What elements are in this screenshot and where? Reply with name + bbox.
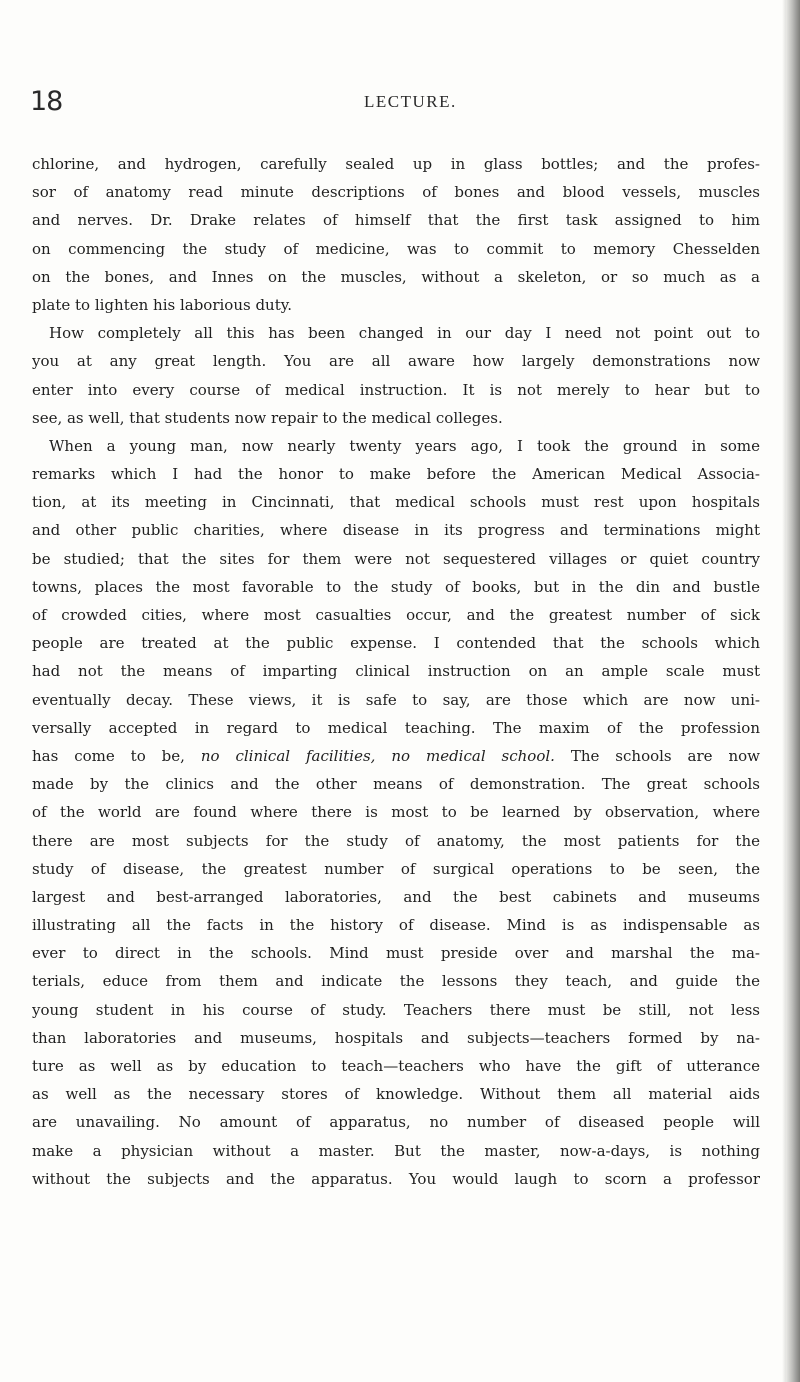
page-header	[30, 86, 760, 126]
text-line: as well as the necessary stores of knowledge. Without them all material aids	[32, 1085, 760, 1104]
text-line: there are most subjects for the study of anatomy, the most patients for the	[32, 831, 760, 850]
text-line: without the subjects and the apparatus. You would laugh to scorn a professor	[32, 1169, 760, 1188]
page-binding-edge	[786, 0, 800, 1382]
text-line: towns, places the most favorable to the study of books, but in the din and bustle	[32, 577, 760, 596]
text-line: ever to direct in the schools. Mind must preside over and marshal the ma-	[32, 944, 760, 963]
text-line: people are treated at the public expense. I contended that the schools which	[32, 634, 760, 653]
text-line: are unavailing. No amount of apparatus, no number of diseased people will	[32, 1113, 760, 1132]
text-line: on commencing the study of medicine, was to commit to memory Chesselden	[32, 239, 760, 258]
text-line: versally accepted in regard to medical teaching. The maxim of the profession	[32, 718, 760, 737]
text-line: sor of anatomy read minute descriptions of bones and blood vessels, muscles	[32, 183, 760, 202]
text-line: and other public charities, where disease in its progress and terminations might	[32, 521, 760, 540]
text-line: had not the means of imparting clinical instruction on an ample scale must	[32, 662, 760, 681]
text-line: ture as well as by education to teach—teachers who have the gift of utterance	[32, 1057, 760, 1075]
text-line: make a physician without a master. But the master, now-a-days, is nothing	[32, 1141, 760, 1160]
text-line: chlorine, and hydrogen, carefully sealed up in glass bottles; and the profes-	[32, 155, 760, 173]
maxim-italic: no clinical facilities, no medical school.	[200, 746, 555, 765]
text-line: you at any great length. You are all aware how largely demonstrations now	[32, 352, 760, 371]
maxim-after: The schools are now	[554, 746, 760, 765]
text-line: enter into every course of medical instruction. It is not merely to hear but to	[32, 380, 760, 399]
text-line: made by the clinics and the other means of demonstration. The great schools	[32, 775, 760, 794]
text-line: on the bones, and Innes on the muscles, without a skeleton, or so much as a	[32, 267, 760, 286]
text-line: tion, at its meeting in Cincinnati, that medical schools must rest upon hospitals	[32, 493, 760, 512]
text-line: and nerves. Dr. Drake relates of himself that the first task assigned to him	[32, 211, 760, 230]
body-text	[32, 150, 760, 1193]
text-line: see, as well, that students now repair to the medical colleges.	[32, 408, 503, 427]
text-line: How completely all this has been changed in our day I need not point out to	[49, 324, 760, 343]
text-line: remarks which I had the honor to make before the American Medical Associa-	[32, 465, 760, 484]
text-line: plate to lighten his laborious duty.	[32, 295, 292, 314]
text-line: young student in his course of study. Teachers there must be still, not less	[32, 1000, 760, 1019]
running-head: LECTURE.	[364, 92, 457, 111]
text-line: eventually decay. These views, it is safe to say, are those which are now uni-	[32, 690, 760, 709]
text-line: When a young man, now nearly twenty years ago, I took the ground in some	[49, 436, 760, 455]
text-line: than laboratories and museums, hospitals and subjects—teachers formed by na-	[32, 1028, 760, 1047]
maxim-line	[32, 742, 760, 770]
text-line: of crowded cities, where most casualties occur, and the greatest number of sick	[32, 606, 760, 624]
text-line: be studied; that the sites for them were not sequestered villages or quiet country	[32, 549, 760, 568]
text-line: largest and best-arranged laboratories, and the best cabinets and museums	[32, 887, 760, 906]
maxim-before: has come to be,	[32, 746, 201, 765]
page-number: 18	[30, 86, 63, 117]
text-line: illustrating all the facts in the history of disease. Mind is as indispensable as	[32, 916, 760, 935]
text-line: terials, educe from them and indicate the lessons they teach, and guide the	[32, 972, 760, 991]
text-line: of the world are found where there is most to be learned by observation, where	[32, 803, 760, 822]
text-line: study of disease, the greatest number of surgical operations to be seen, the	[32, 859, 760, 878]
